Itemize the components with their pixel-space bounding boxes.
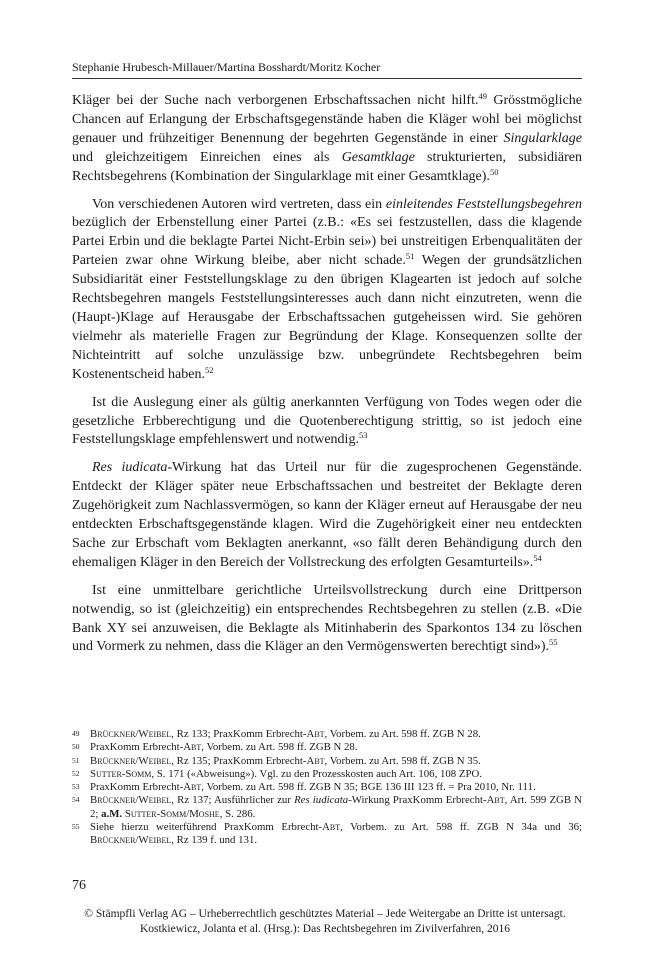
text-run: , Rz 135; PraxKomm Erbrecht- bbox=[171, 754, 307, 767]
footnote-ref: 53 bbox=[358, 430, 368, 441]
paragraph bbox=[72, 196, 582, 385]
text-run: -Wirkung PraxKomm Erbrecht- bbox=[348, 794, 487, 807]
author-name: Abt bbox=[306, 754, 325, 767]
footnote-ref: 49 bbox=[478, 91, 487, 101]
author-name: Brückner/Weibel bbox=[90, 728, 172, 740]
text-run: Ist die Auslegung einer als gültig anerkannten Verfügung von Todes wegen oder die gesetzliche Erbberechtigung und die Quotenberechtigung strittig, so ist jedoch eine Feststellungsklage empfehlenswert und notwendig. bbox=[72, 394, 582, 448]
footnote-text bbox=[90, 741, 582, 754]
author-name: Abt bbox=[183, 741, 202, 754]
text-run: , Vorbem. zu Art. 598 ff. ZGB N 35. bbox=[324, 754, 481, 767]
emphasis: Singularklage bbox=[503, 130, 582, 146]
footnote bbox=[72, 768, 582, 781]
text-run: Kläger bei der Suche nach verborgenen Erbschaftssachen nicht hilft. bbox=[72, 93, 479, 108]
text-run: bezüglich der Erbenstellung einer Partei (z.B.: «Es sei festzustellen, dass die klagende Partei Erbin und die beklagte Partei Nicht-Erbin sei») bei unstreitigen Erbenqualitäten der Parteien zwar ohne Wirkung bleibe, aber nicht schade. bbox=[72, 215, 582, 269]
footnote-text bbox=[90, 821, 582, 848]
text-run: , Vorbem. zu Art. 598 ff. ZGB N 35; BGE 136 III 123 ff. = Pra 2010, Nr. 111. bbox=[201, 781, 536, 794]
text-run: und gleichzeitigem Einreichen eines als bbox=[72, 149, 342, 165]
text-run: Ist eine unmittelbare gerichtliche Urteilsvollstreckung durch eine Drittperson notwendig, so ist (gleichzeitig) ein entsprechendes Rechtsbegehren zu stellen (z.B. «Die Bank XY sei anzuweisen, die Beklagte als Mitinhaberin des Sparkontos 134 zu löschen und Vormerk zu nehmen, dass die Kläger an den Vermögenswerten berechtigt sind»). bbox=[72, 582, 582, 655]
header-divider bbox=[72, 78, 582, 79]
paragraph bbox=[72, 92, 582, 187]
footer-citation-line: Kostkiewicz, Jolanta et al. (Hrsg.): Das Rechtsbegehren im Zivilverfahren, 2016 bbox=[139, 923, 511, 935]
text-run: Von verschiedenen Autoren wird vertreten, dass ein bbox=[92, 196, 386, 212]
paragraph bbox=[72, 582, 582, 658]
emphasis: Res iudicata bbox=[294, 794, 349, 807]
author-name: Sutter-Somm/Moshe bbox=[124, 807, 220, 820]
footnote-text bbox=[90, 755, 582, 768]
author-name: Abt bbox=[322, 821, 341, 834]
text-run: Wegen der grundsätzlichen Subsidiarität einer Feststellungsklage zu den übrigen Klagearten ist jedoch auf solche Rechtsbegehren mangels Feststellungsinteresses auch dann nicht einzutreten, wenn die (Haupt-)Klage auf Herausgabe der Erbschaftssachen gutgeheissen wird. Sie gehören vielmehr als materielle Fragen zur Begründung der Klage. Konsequenzen sollte der Nichteintritt auf solche unzulässige bzw. unbegründete Rechtsbegehren beim Kostenentscheid haben. bbox=[72, 253, 582, 382]
text-run: , S. 171 («Abweisung»). Vgl. zu den Prozesskosten auch Art. 106, 108 ZPO. bbox=[151, 767, 482, 780]
text-run: Siehe hierzu weiterführend PraxKomm Erbrecht- bbox=[90, 821, 323, 834]
text-run: PraxKomm Erbrecht- bbox=[90, 741, 184, 754]
text-run: PraxKomm Erbrecht- bbox=[90, 781, 184, 794]
paragraph bbox=[72, 394, 582, 451]
footnote-number: 51 bbox=[72, 755, 80, 765]
text-run: -Wirkung hat das Urteil nur für die zugesprochenen Gegenstände. Entdeckt der Kläger später neue Erbschaftssachen und bestreitet der Beklagte deren Zugehörigkeit zum Nachlassvermögen, so kann der Kläger erneut auf Herausgabe der neu entdeckten Erbschaftsgegenstände klagen. Wird die Zugehörigkeit einer neu entdeckten Sache zur Erbschaft vom Beklagten anerkannt, «so fällt deren Behändigung durch den ehemaligen Kläger in den Bereich der Vollstreckung des erfolgten Gesamturteils». bbox=[72, 460, 582, 570]
footnote bbox=[72, 794, 582, 821]
footnote-ref: 52 bbox=[204, 364, 214, 375]
text-run: , Vorbem. zu Art. 598 ff. ZGB N 34a und 36; bbox=[340, 821, 582, 834]
text-run: , Art. 599 ZGB N 2; bbox=[90, 794, 582, 820]
main-text bbox=[72, 92, 582, 657]
footnote-number: 52 bbox=[72, 768, 80, 778]
footnote bbox=[72, 821, 582, 848]
author-name: Sutter-Somm bbox=[90, 767, 152, 780]
author-name: Brückner/Weibel bbox=[90, 794, 172, 807]
text-run: , Rz 139 f. und 131. bbox=[171, 834, 258, 847]
author-name: Brückner/Weibel bbox=[90, 834, 172, 847]
footnote-text bbox=[90, 794, 582, 821]
footnote-ref: 55 bbox=[549, 637, 558, 648]
footnote bbox=[72, 781, 582, 794]
footnote-number: 53 bbox=[72, 782, 80, 792]
emphasis: Res iudicata bbox=[92, 460, 168, 476]
footnote-text bbox=[90, 768, 582, 781]
footnote-ref: 54 bbox=[533, 552, 542, 563]
text-run: Grösstmögliche Chancen auf Erlangung der Erbschaftsgegenstände haben die Kläger wohl bei möglichst genauer und frühzeitiger Benennung der begehrten Gegenstände in einer bbox=[72, 93, 583, 146]
author-name: Abt bbox=[306, 728, 325, 740]
page-number: 76 bbox=[72, 878, 86, 893]
text-run: strukturierten, subsidiären Rechtsbegehrens (Kombination der Singularklage mit einer Gesamtklage). bbox=[72, 149, 582, 184]
author-name: Abt bbox=[183, 781, 202, 794]
footnote bbox=[72, 741, 582, 754]
footnote bbox=[72, 755, 582, 768]
footnote-ref: 51 bbox=[405, 251, 415, 262]
footnote-number: 49 bbox=[72, 729, 80, 738]
footer-copyright-line: © Stämpfli Verlag AG – Urheberrechtlich geschütztes Material – Jede Weitergabe an Dritte ist untersagt. bbox=[84, 908, 566, 920]
footnote-number: 55 bbox=[72, 822, 80, 832]
running-header: Stephanie Hrubesch-Millauer/Martina Bosshardt/Moritz Kocher bbox=[72, 60, 381, 74]
author-name: Brückner/Weibel bbox=[90, 754, 172, 767]
emphasis: Gesamtklage bbox=[341, 149, 415, 165]
footnotes bbox=[72, 728, 582, 848]
emphasis: einleitendes Feststellungsbegehren bbox=[385, 196, 582, 212]
footnote-ref: 50 bbox=[489, 166, 499, 177]
copyright-footer bbox=[0, 907, 650, 937]
footnote bbox=[72, 728, 582, 741]
text-run: , Rz 137; Ausführlicher zur bbox=[171, 794, 295, 807]
footnote-text bbox=[90, 728, 582, 741]
text-run: , Rz 133; PraxKomm Erbrecht- bbox=[171, 728, 307, 740]
footnote-text bbox=[90, 781, 582, 794]
paragraph bbox=[72, 459, 582, 572]
footnote-number: 54 bbox=[72, 795, 80, 805]
footnote-number: 50 bbox=[72, 742, 80, 752]
text-run: , S. 286. bbox=[219, 807, 256, 820]
text-run: , Vorbem. zu Art. 598 ff. ZGB N 28. bbox=[201, 741, 358, 754]
text-run: , Vorbem. zu Art. 598 ff. ZGB N 28. bbox=[324, 728, 481, 740]
bold-text: a.M. bbox=[101, 807, 123, 820]
author-name: Abt bbox=[486, 794, 505, 807]
